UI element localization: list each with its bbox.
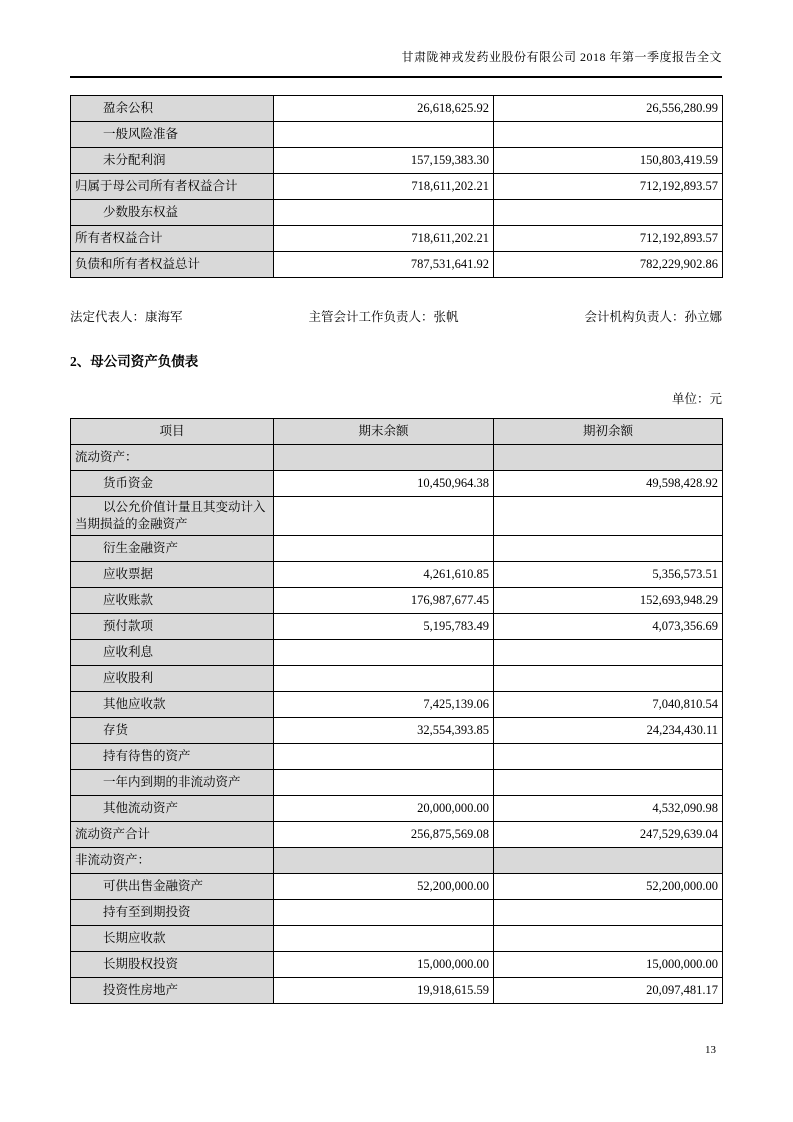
- item-label: 投资性房地产: [71, 978, 274, 1004]
- ending-balance-value: [274, 122, 494, 148]
- item-label: 持有至到期投资: [71, 900, 274, 926]
- ending-balance-value: 10,450,964.38: [274, 471, 494, 497]
- ending-balance-value: 718,611,202.21: [274, 174, 494, 200]
- beginning-balance-value: [494, 536, 723, 562]
- item-label: 归属于母公司所有者权益合计: [71, 174, 274, 200]
- table-row: [71, 978, 723, 1004]
- item-label: 负债和所有者权益总计: [71, 252, 274, 278]
- beginning-balance-value: [494, 666, 723, 692]
- balance-sheet-continued-table: [70, 95, 723, 278]
- item-label: 少数股东权益: [71, 200, 274, 226]
- ending-balance-value: [274, 926, 494, 952]
- table-row: [71, 770, 723, 796]
- item-label: 衍生金融资产: [71, 536, 274, 562]
- item-label: 持有待售的资产: [71, 744, 274, 770]
- ending-balance-value: [274, 445, 494, 471]
- beginning-balance-value: [494, 848, 723, 874]
- item-label: 长期应收款: [71, 926, 274, 952]
- item-label: 一年内到期的非流动资产: [71, 770, 274, 796]
- beginning-balance-value: [494, 900, 723, 926]
- section-row: [71, 445, 723, 471]
- beginning-balance-value: 24,234,430.11: [494, 718, 723, 744]
- table-row: [71, 796, 723, 822]
- item-label: 其他应收款: [71, 692, 274, 718]
- ending-balance-value: [274, 497, 494, 536]
- item-label: 盈余公积: [71, 96, 274, 122]
- accounting-org-head-label: 会计机构负责人：孙立娜: [584, 310, 722, 324]
- ending-balance-value: 19,918,615.59: [274, 978, 494, 1004]
- parent-company-balance-sheet-table: [70, 418, 723, 1004]
- table-row: [71, 614, 723, 640]
- chief-accountant-label: 主管会计工作负责人：张帆: [308, 310, 459, 324]
- beginning-balance-value: [494, 926, 723, 952]
- ending-balance-value: 7,425,139.06: [274, 692, 494, 718]
- item-label: 流动资产：: [71, 445, 274, 471]
- item-label: 流动资产合计: [71, 822, 274, 848]
- beginning-balance-value: 712,192,893.57: [494, 174, 723, 200]
- section-row: [71, 848, 723, 874]
- table-row: [71, 226, 723, 252]
- table-row: [71, 744, 723, 770]
- ending-balance-value: [274, 640, 494, 666]
- item-label: 其他流动资产: [71, 796, 274, 822]
- beginning-balance-value: [494, 445, 723, 471]
- ending-balance-value: 20,000,000.00: [274, 796, 494, 822]
- beginning-balance-value: 782,229,902.86: [494, 252, 723, 278]
- ending-balance-value: 4,261,610.85: [274, 562, 494, 588]
- item-label: 可供出售金融资产: [71, 874, 274, 900]
- page-number: 13: [705, 1044, 716, 1056]
- beginning-balance-value: [494, 122, 723, 148]
- table-row: [71, 874, 723, 900]
- table-row: [71, 666, 723, 692]
- item-label: 应收账款: [71, 588, 274, 614]
- item-label: 存货: [71, 718, 274, 744]
- ending-balance-value: [274, 848, 494, 874]
- column-header-item: 项目: [71, 419, 274, 445]
- beginning-balance-value: 52,200,000.00: [494, 874, 723, 900]
- column-header-ending-balance: 期末余额: [274, 419, 494, 445]
- item-label: 所有者权益合计: [71, 226, 274, 252]
- beginning-balance-value: [494, 640, 723, 666]
- beginning-balance-value: [494, 200, 723, 226]
- beginning-balance-value: 20,097,481.17: [494, 978, 723, 1004]
- ending-balance-value: 26,618,625.92: [274, 96, 494, 122]
- table-row: [71, 718, 723, 744]
- ending-balance-value: 176,987,677.45: [274, 588, 494, 614]
- table-row: [71, 497, 723, 536]
- table-row: [71, 174, 723, 200]
- item-label: 应收股利: [71, 666, 274, 692]
- item-label: 非流动资产：: [71, 848, 274, 874]
- table-row: [71, 640, 723, 666]
- beginning-balance-value: 247,529,639.04: [494, 822, 723, 848]
- beginning-balance-value: 5,356,573.51: [494, 562, 723, 588]
- ending-balance-value: 52,200,000.00: [274, 874, 494, 900]
- signature-line: [70, 307, 722, 325]
- item-label: 应收票据: [71, 562, 274, 588]
- table-row: [71, 148, 723, 174]
- table-row: [71, 96, 723, 122]
- beginning-balance-value: [494, 770, 723, 796]
- table-row: [71, 822, 723, 848]
- ending-balance-value: 157,159,383.30: [274, 148, 494, 174]
- ending-balance-value: 5,195,783.49: [274, 614, 494, 640]
- table-header-row: [71, 419, 723, 445]
- table-row: [71, 900, 723, 926]
- ending-balance-value: [274, 666, 494, 692]
- beginning-balance-value: 152,693,948.29: [494, 588, 723, 614]
- table-row: [71, 926, 723, 952]
- section-title: 2、母公司资产负债表: [70, 354, 199, 369]
- item-label: 应收利息: [71, 640, 274, 666]
- unit-label: 单位：元: [671, 392, 722, 406]
- table-row: [71, 692, 723, 718]
- table-row: [71, 952, 723, 978]
- ending-balance-value: 787,531,641.92: [274, 252, 494, 278]
- beginning-balance-value: 49,598,428.92: [494, 471, 723, 497]
- item-label: 长期股权投资: [71, 952, 274, 978]
- ending-balance-value: [274, 200, 494, 226]
- legal-representative-label: 法定代表人：康海军: [70, 310, 183, 324]
- ending-balance-value: 718,611,202.21: [274, 226, 494, 252]
- item-label: 以公允价值计量且其变动计入当期损益的金融资产: [71, 497, 274, 536]
- beginning-balance-value: 4,073,356.69: [494, 614, 723, 640]
- beginning-balance-value: [494, 497, 723, 536]
- beginning-balance-value: 7,040,810.54: [494, 692, 723, 718]
- ending-balance-value: [274, 744, 494, 770]
- beginning-balance-value: 26,556,280.99: [494, 96, 723, 122]
- ending-balance-value: 256,875,569.08: [274, 822, 494, 848]
- beginning-balance-value: 15,000,000.00: [494, 952, 723, 978]
- beginning-balance-value: [494, 744, 723, 770]
- beginning-balance-value: 4,532,090.98: [494, 796, 723, 822]
- table-row: [71, 200, 723, 226]
- document-header: [70, 0, 722, 78]
- table-row: [71, 471, 723, 497]
- item-label: 货币资金: [71, 471, 274, 497]
- beginning-balance-value: 712,192,893.57: [494, 226, 723, 252]
- table-row: [71, 122, 723, 148]
- table-row: [71, 536, 723, 562]
- ending-balance-value: [274, 770, 494, 796]
- item-label: 未分配利润: [71, 148, 274, 174]
- ending-balance-value: 32,554,393.85: [274, 718, 494, 744]
- table-row: [71, 588, 723, 614]
- column-header-beginning-balance: 期初余额: [494, 419, 723, 445]
- report-title: 甘肃陇神戎发药业股份有限公司 2018 年第一季度报告全文: [401, 50, 722, 64]
- beginning-balance-value: 150,803,419.59: [494, 148, 723, 174]
- table-row: [71, 562, 723, 588]
- ending-balance-value: 15,000,000.00: [274, 952, 494, 978]
- ending-balance-value: [274, 536, 494, 562]
- table-row: [71, 252, 723, 278]
- ending-balance-value: [274, 900, 494, 926]
- item-label: 预付款项: [71, 614, 274, 640]
- item-label: 一般风险准备: [71, 122, 274, 148]
